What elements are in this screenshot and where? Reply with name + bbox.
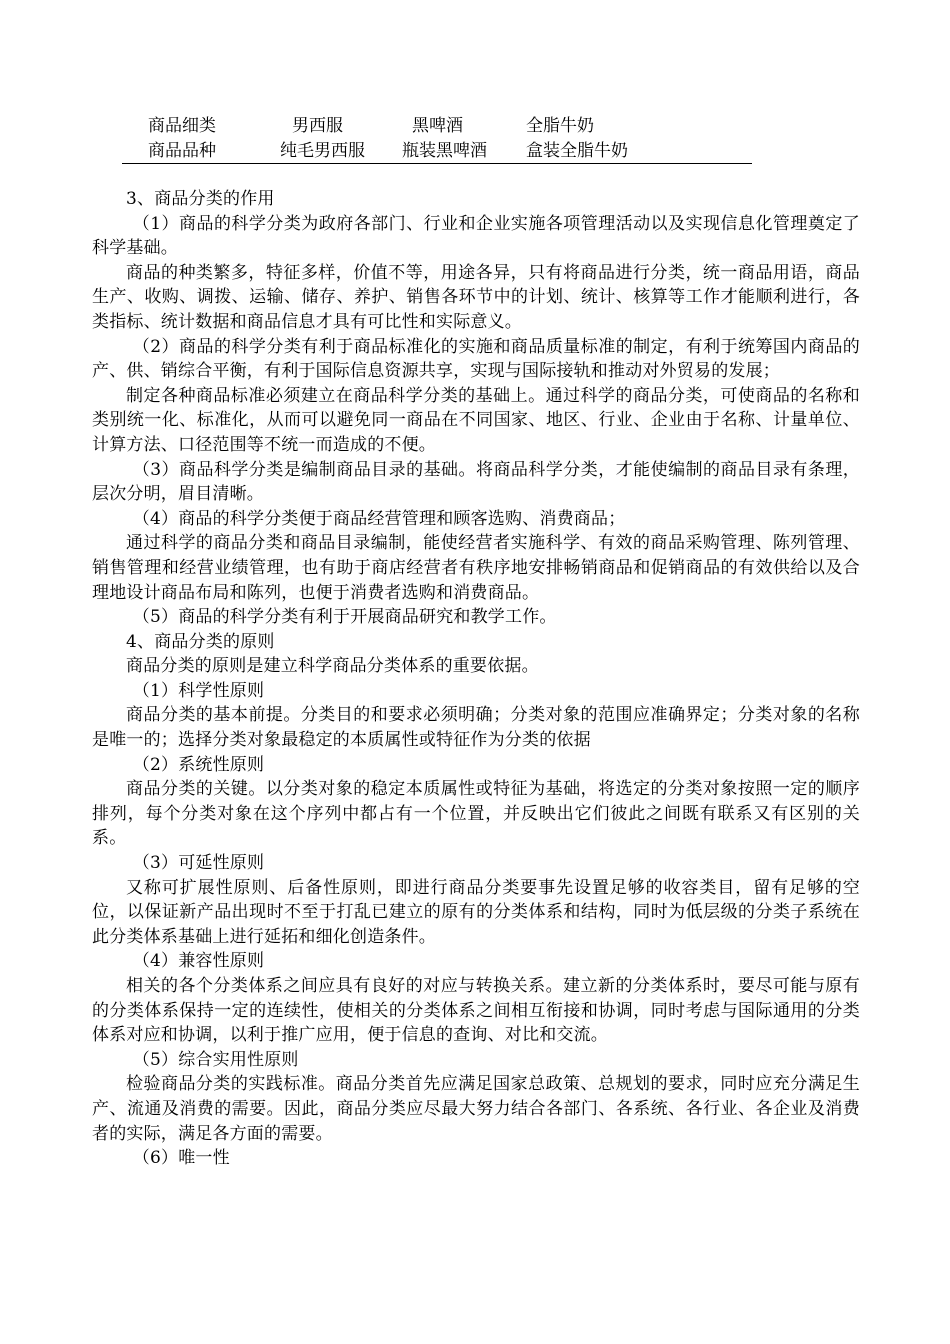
table-cell-apparel: 男西服	[292, 115, 343, 136]
table-cell-beer: 黑啤酒	[412, 115, 463, 136]
subsection-heading: （6）唯一性	[132, 1148, 230, 1169]
subsection-heading: （3）商品科学分类是编制商品目录的基础。将商品科学分类，才能使编制的商品目录有条理，层次分明，眉目清晰。	[92, 459, 860, 505]
paragraph: 制定各种商品标准必须建立在商品科学分类的基础上。通过科学的商品分类，可使商品的名称和类别统一化、标准化，从而可以避免同一商品在不同国家、地区、行业、企业由于名称、计量单位、计算方法、口径范围等不统一而造成的不便。	[92, 385, 860, 455]
document-body	[92, 187, 860, 1171]
paragraph: 商品分类的基本前提。分类目的和要求必须明确；分类对象的范围应准确界定；分类对象的名称是唯一的；选择分类对象最稳定的本质属性或特征作为分类的依据	[92, 705, 860, 751]
paragraph: 商品分类的关键。以分类对象的稳定本质属性或特征为基础，将选定的分类对象按照一定的顺序排列，每个分类对象在这个序列中都占有一个位置，并反映出它们彼此之间既有联系又有区别的关系。	[92, 779, 860, 849]
subsection-heading: （2）商品的科学分类有利于商品标准化的实施和商品质量标准的制定，有利于统筹国内商品的产、供、销综合平衡，有利于国际信息资源共享，实现与国际接轨和推动对外贸易的发展；	[92, 336, 860, 382]
classification-table	[122, 113, 752, 164]
table-cell-level: 商品品种	[148, 140, 216, 161]
paragraph: 商品的种类繁多，特征多样，价值不等，用途各异，只有将商品进行分类，统一商品用语，商品生产、收购、调拨、运输、储存、养护、销售各环节中的计划、统计、核算等工作才能顺利进行，各类指标、统计数据和商品信息才具有可比性和实际意义。	[92, 262, 860, 332]
table-cell-apparel: 纯毛男西服	[280, 140, 365, 161]
subsection-heading: （1）商品的科学分类为政府各部门、行业和企业实施各项管理活动以及实现信息化管理奠定了科学基础。	[92, 213, 860, 259]
paragraph: 检验商品分类的实践标准。商品分类首先应满足国家总政策、总规划的要求，同时应充分满足生产、流通及消费的需要。因此，商品分类应尽最大努力结合各部门、各系统、各行业、各企业及消费者的实际，满足各方面的需要。	[92, 1074, 860, 1144]
subsection-heading: （4）商品的科学分类便于商品经营管理和顾客选购、消费商品；	[132, 508, 626, 529]
table-cell-milk: 全脂牛奶	[526, 115, 594, 136]
subsection-heading: （4）兼容性原则	[132, 951, 265, 972]
paragraph: 商品分类的原则是建立科学商品分类体系的重要依据。	[126, 656, 539, 677]
subsection-heading: （3）可延性原则	[132, 853, 265, 874]
subsection-heading: （2）系统性原则	[132, 754, 265, 775]
table-row	[122, 113, 752, 138]
table-cell-level: 商品细类	[148, 115, 216, 136]
paragraph: 又称可扩展性原则、后备性原则，即进行商品分类要事先设置足够的收容类目，留有足够的空位，以保证新产品出现时不至于打乱已建立的原有的分类体系和结构，同时为低层级的分类子系统在此分类体系基础上进行延拓和细化创造条件。	[92, 877, 860, 947]
section-heading-4: 4、商品分类的原则	[126, 631, 275, 652]
paragraph: 通过科学的商品分类和商品目录编制，能使经营者实施科学、有效的商品采购管理、陈列管理、销售管理和经营业绩管理，也有助于商店经营者有秩序地安排畅销商品和促销商品的有效供给以及合理地设计商品布局和陈列，也便于消费者选购和消费商品。	[92, 533, 860, 603]
table-cell-milk: 盒装全脂牛奶	[526, 140, 628, 161]
section-heading-3: 3、商品分类的作用	[126, 189, 275, 209]
subsection-heading: （5）商品的科学分类有利于开展商品研究和教学工作。	[132, 607, 557, 628]
table-cell-beer: 瓶装黑啤酒	[402, 140, 487, 161]
paragraph: 相关的各个分类体系之间应具有良好的对应与转换关系。建立新的分类体系时，要尽可能与原有的分类体系保持一定的连续性，使相关的分类体系之间相互衔接和协调，同时考虑与国际通用的分类体系对应和协调，以利于推广应用，便于信息的查询、对比和交流。	[92, 976, 860, 1046]
subsection-heading: （1）科学性原则	[132, 680, 265, 701]
subsection-heading: （5）综合实用性原则	[132, 1049, 299, 1070]
table-row	[122, 138, 752, 163]
